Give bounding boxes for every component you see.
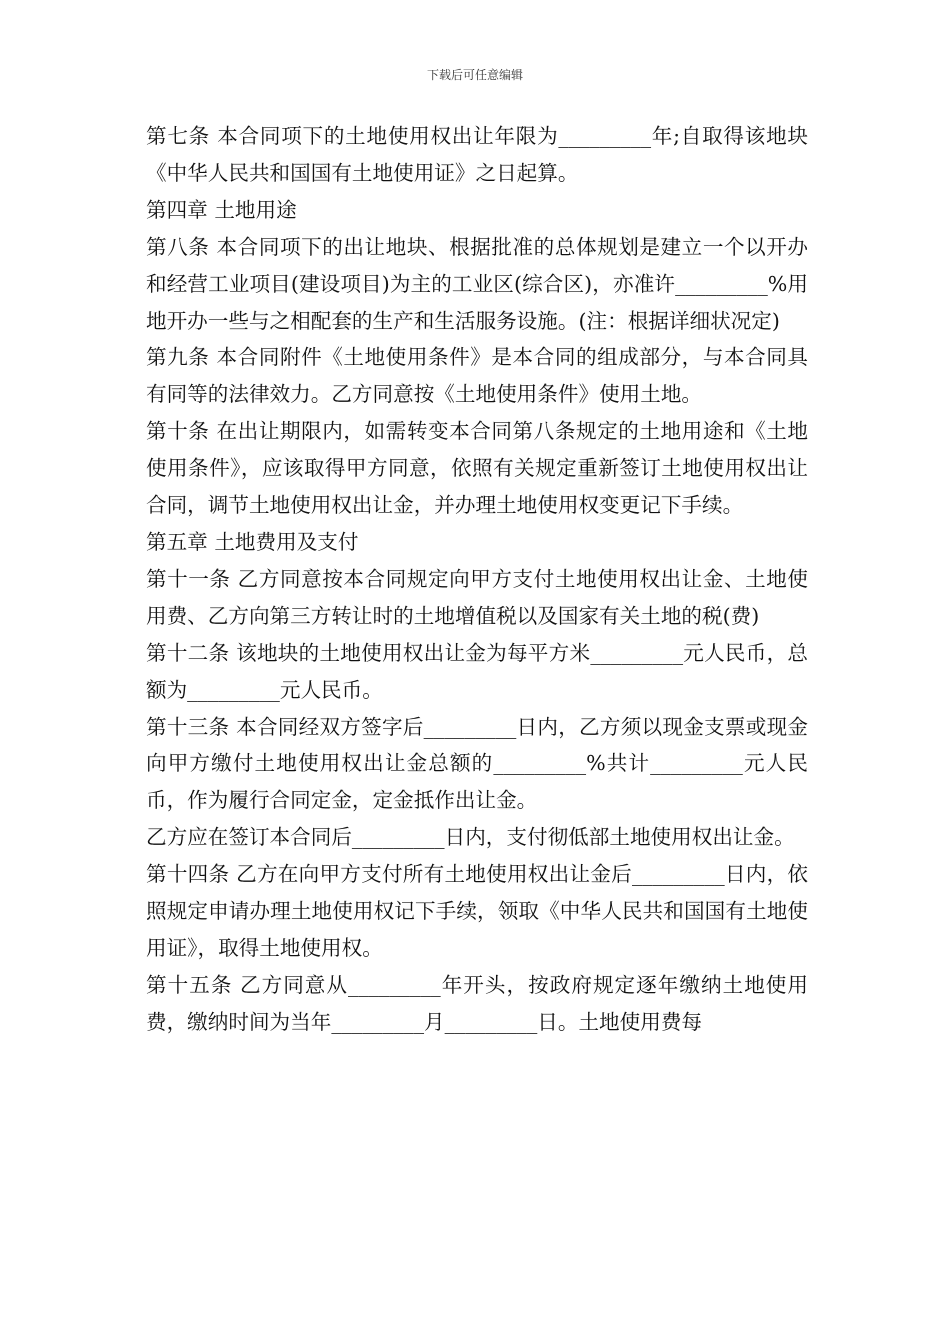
document-body bbox=[146, 118, 808, 1041]
article-7: 第七条 本合同项下的土地使用权出让年限为_________年;自取得该地块《中华人民共和国国有土地使用证》之日起算。 bbox=[146, 124, 808, 185]
chapter-5-heading: 第五章 土地费用及支付 bbox=[146, 529, 359, 554]
article-8: 第八条 本合同项下的出让地块、根据批准的总体规划是建立一个以开办和经营工业项目(建设项目)为主的工业区(综合区)，亦准许_________%用地开办一些与之相配套的生产和生活服务设施。(注：根据详细状况定) bbox=[146, 234, 808, 333]
article-13: 第十三条 本合同经双方签字后_________日内，乙方须以现金支票或现金向甲方缴付土地使用权出让金总额的_________%共计_________元人民币，作为履行合同定金，定金抵作出让金。 bbox=[146, 714, 808, 813]
article-12: 第十二条 该地块的土地使用权出让金为每平方米_________元人民币，总额为_________元人民币。 bbox=[146, 640, 808, 702]
article-14: 第十四条 乙方在向甲方支付所有土地使用权出让金后_________日内，依照规定申请办理土地使用权记下手续，领取《中华人民共和国国有土地使用证》，取得土地使用权。 bbox=[146, 862, 808, 960]
page-header: 下载后可任意编辑 bbox=[426, 68, 523, 82]
article-10: 第十条 在出让期限内，如需转变本合同第八条规定的土地用途和《土地使用条件》，应该取得甲方同意，依照有关规定重新签订土地使用权出让合同，调节土地使用权出让金，并办理土地使用权变更记下手续。 bbox=[146, 419, 808, 518]
article-15: 第十五条 乙方同意从_________年开头，按政府规定逐年缴纳土地使用费，缴纳时间为当年_________月_________日。土地使用费每 bbox=[146, 972, 808, 1034]
article-11: 第十一条 乙方同意按本合同规定向甲方支付土地使用权出让金、土地使用费、乙方向第三方转让时的土地增值税以及国家有关土地的税(费) bbox=[146, 566, 808, 628]
chapter-4-heading: 第四章 土地用途 bbox=[146, 197, 297, 222]
article-9: 第九条 本合同附件《土地使用条件》是本合同的组成部分，与本合同具有同等的法律效力。乙方同意按《土地使用条件》使用土地。 bbox=[146, 345, 808, 407]
article-13-continued: 乙方应在签订本合同后_________日内，支付彻低部土地使用权出让金。 bbox=[146, 825, 795, 850]
